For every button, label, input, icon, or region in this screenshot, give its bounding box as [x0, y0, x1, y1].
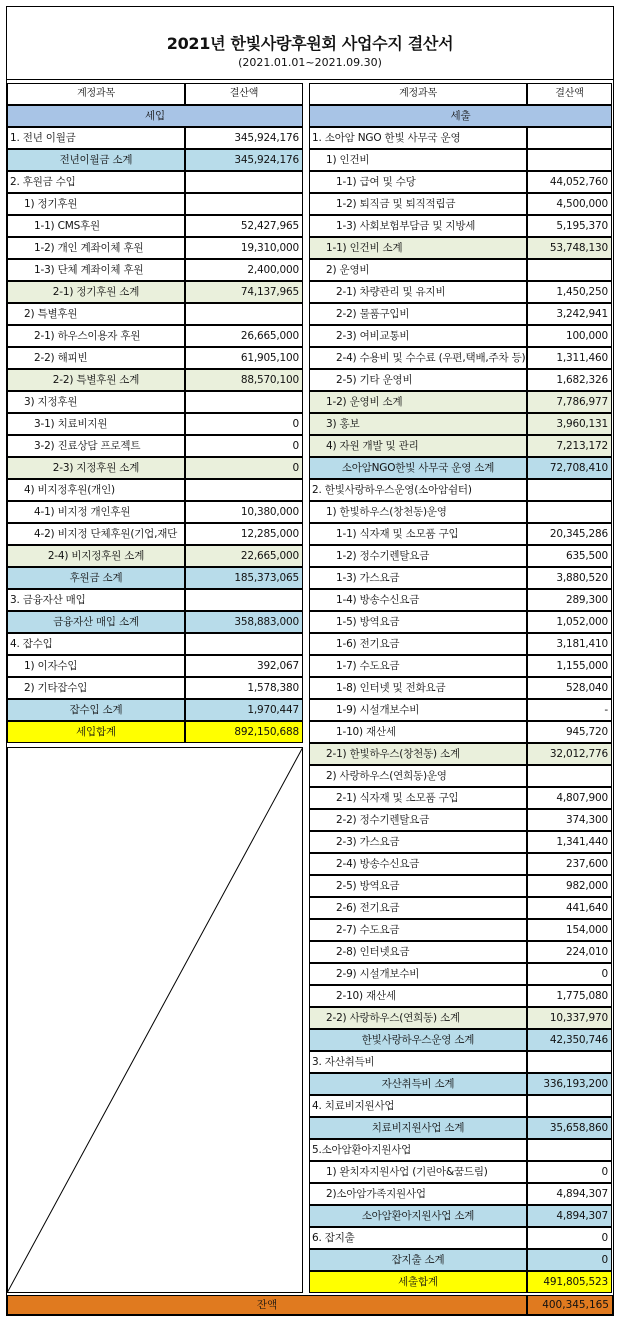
- expense-row: [7, 127, 613, 149]
- expense-row-label: 4) 자원 개발 및 관리: [309, 435, 527, 457]
- column-header-row: [7, 83, 613, 105]
- income-row-label: 3) 지정후원: [7, 391, 185, 413]
- expense-row-label: 1-9) 시설개보수비: [309, 699, 527, 721]
- expense-row-value: 42,350,746: [527, 1029, 612, 1051]
- income-row-label: 1-1) CMS후원: [7, 215, 185, 237]
- expense-row-label: 2-3) 여비교통비: [309, 325, 527, 347]
- income-row-value: 2,400,000: [185, 259, 303, 281]
- expense-band: 세출: [309, 105, 612, 127]
- income-row-label: 3-1) 치료비지원: [7, 413, 185, 435]
- expense-row-label: 1-5) 방역요금: [309, 611, 527, 633]
- expense-row-value: 1,155,000: [527, 655, 612, 677]
- diagonal-strike-line: [7, 747, 303, 1293]
- income-row-value: 0: [185, 435, 303, 457]
- expense-row-value: 4,807,900: [527, 787, 612, 809]
- income-row-label: 1-2) 개인 계좌이체 후원: [7, 237, 185, 259]
- expense-row-value: 3,242,941: [527, 303, 612, 325]
- expense-row: [7, 611, 613, 633]
- income-row-value: 1,970,447: [185, 699, 303, 721]
- expense-row-value: [527, 765, 612, 787]
- expense-row: [7, 171, 613, 193]
- expense-row-value: 945,720: [527, 721, 612, 743]
- income-row-value: 88,570,100: [185, 369, 303, 391]
- income-row-value: 0: [185, 457, 303, 479]
- income-row-label: 2-1) 정기후원 소계: [7, 281, 185, 303]
- section-band-row: [7, 105, 613, 127]
- income-row-label: 4. 잡수입: [7, 633, 185, 655]
- expense-row-value: -: [527, 699, 612, 721]
- expense-row-label: 2-9) 시설개보수비: [309, 963, 527, 985]
- expense-row: [7, 413, 613, 435]
- expense-row-label: 5.소아암환아지원사업: [309, 1139, 527, 1161]
- expense-row-label: 2-6) 전기요금: [309, 897, 527, 919]
- expense-row: [7, 215, 613, 237]
- expense-row-label: 2-1) 식자재 및 소모품 구입: [309, 787, 527, 809]
- expense-row-label: 세출합계: [309, 1271, 527, 1293]
- expense-row-value: 1,341,440: [527, 831, 612, 853]
- expense-row-value: 237,600: [527, 853, 612, 875]
- expense-row-value: 491,805,523: [527, 1271, 612, 1293]
- expense-row-label: 잡지출 소계: [309, 1249, 527, 1271]
- expense-row-value: 32,012,776: [527, 743, 612, 765]
- expense-row-label: 2-2) 사랑하우스(연희동) 소계: [309, 1007, 527, 1029]
- expense-row-label: 2)소아암가족지원사업: [309, 1183, 527, 1205]
- expense-row: [7, 523, 613, 545]
- expense-row-value: 4,894,307: [527, 1205, 612, 1227]
- expense-amount-header: 결산액: [527, 83, 612, 105]
- expense-row-label: 자산취득비 소계: [309, 1073, 527, 1095]
- expense-row-value: 10,337,970: [527, 1007, 612, 1029]
- income-row-value: 185,373,065: [185, 567, 303, 589]
- expense-row: [7, 369, 613, 391]
- expense-row-label: 1-3) 가스요금: [309, 567, 527, 589]
- expense-row-label: 3) 홍보: [309, 413, 527, 435]
- expense-row-value: 7,213,172: [527, 435, 612, 457]
- expense-row-value: 4,500,000: [527, 193, 612, 215]
- expense-row-value: 982,000: [527, 875, 612, 897]
- expense-row-value: [527, 479, 612, 501]
- expense-row-label: 1-6) 전기요금: [309, 633, 527, 655]
- expense-row-label: 1-2) 정수기렌탈요금: [309, 545, 527, 567]
- income-row-value: 392,067: [185, 655, 303, 677]
- expense-row-value: [527, 259, 612, 281]
- expense-row-value: [527, 501, 612, 523]
- income-row-label: 3-2) 진료상담 프로젝트: [7, 435, 185, 457]
- expense-row-value: 0: [527, 1161, 612, 1183]
- income-row-label: 3. 금융자산 매입: [7, 589, 185, 611]
- expense-row-value: [527, 1139, 612, 1161]
- expense-row-value: 0: [527, 963, 612, 985]
- income-row-label: 1) 정기후원: [7, 193, 185, 215]
- expense-account-header: 계정과목: [309, 83, 527, 105]
- document-period: (2021.01.01~2021.09.30): [238, 56, 382, 69]
- expense-row-label: 1-1) 급여 및 수당: [309, 171, 527, 193]
- income-row-label: 2-3) 지정후원 소계: [7, 457, 185, 479]
- expense-row: [7, 303, 613, 325]
- expense-row-label: 1-2) 운영비 소계: [309, 391, 527, 413]
- expense-row: [7, 281, 613, 303]
- income-row-value: 61,905,100: [185, 347, 303, 369]
- expense-row-label: 2) 사랑하우스(연희동)운영: [309, 765, 527, 787]
- expense-row: [7, 391, 613, 413]
- expense-row-label: 2-3) 가스요금: [309, 831, 527, 853]
- expense-row-value: 5,195,370: [527, 215, 612, 237]
- expense-row-label: 2. 한빛사랑하우스운영(소아암쉼터): [309, 479, 527, 501]
- income-row-value: 358,883,000: [185, 611, 303, 633]
- expense-row: [7, 721, 613, 743]
- expense-row-label: 2-7) 수도요금: [309, 919, 527, 941]
- income-row-label: 금융자산 매입 소계: [7, 611, 185, 633]
- expense-row-label: 1. 소아암 NGO 한빛 사무국 운영: [309, 127, 527, 149]
- income-row-value: 19,310,000: [185, 237, 303, 259]
- income-row-label: 전년이월금 소계: [7, 149, 185, 171]
- expense-row-value: 1,682,326: [527, 369, 612, 391]
- expense-row-value: 4,894,307: [527, 1183, 612, 1205]
- expense-row-value: [527, 1095, 612, 1117]
- expense-row: [7, 193, 613, 215]
- expense-row-value: 3,960,131: [527, 413, 612, 435]
- expense-row-value: 374,300: [527, 809, 612, 831]
- expense-row: [7, 677, 613, 699]
- expense-row-value: 0: [527, 1227, 612, 1249]
- expense-row: [7, 633, 613, 655]
- income-row-value: 26,665,000: [185, 325, 303, 347]
- expense-row-value: 154,000: [527, 919, 612, 941]
- title-box: [7, 7, 613, 80]
- income-row-label: 2) 특별후원: [7, 303, 185, 325]
- income-row-label: 2-1) 하우스이용자 후원: [7, 325, 185, 347]
- income-row-label: 4-2) 비지정 단체후원(기업,재단: [7, 523, 185, 545]
- expense-row-label: 1) 완치자지원사업 (기린아&꿈드림): [309, 1161, 527, 1183]
- expense-row-value: 224,010: [527, 941, 612, 963]
- expense-row: [7, 435, 613, 457]
- income-row-value: 10,380,000: [185, 501, 303, 523]
- expense-row: [7, 259, 613, 281]
- expense-row-label: 2-1) 차량관리 및 유지비: [309, 281, 527, 303]
- income-row-value: 345,924,176: [185, 127, 303, 149]
- expense-row-label: 1-1) 식자재 및 소모품 구입: [309, 523, 527, 545]
- expense-row-value: 635,500: [527, 545, 612, 567]
- expense-row: [7, 567, 613, 589]
- expense-row: [7, 149, 613, 171]
- income-row-label: 2) 기타잡수입: [7, 677, 185, 699]
- expense-row-value: 441,640: [527, 897, 612, 919]
- expense-row-label: 1) 한빛하우스(창천동)운영: [309, 501, 527, 523]
- expense-row-value: 1,775,080: [527, 985, 612, 1007]
- expense-row-label: 2-2) 정수기렌탈요금: [309, 809, 527, 831]
- balance-label: 잔액: [7, 1295, 527, 1315]
- income-row-label: 2-2) 특별후원 소계: [7, 369, 185, 391]
- expense-row: [7, 545, 613, 567]
- income-row-label: 세입합계: [7, 721, 185, 743]
- expense-row-label: 한빛사랑하우스운영 소계: [309, 1029, 527, 1051]
- expense-row-value: 1,311,460: [527, 347, 612, 369]
- expense-row-value: 289,300: [527, 589, 612, 611]
- income-row-value: 12,285,000: [185, 523, 303, 545]
- expense-row-value: 3,181,410: [527, 633, 612, 655]
- expense-row-label: 2-5) 방역요금: [309, 875, 527, 897]
- income-row-label: 2-4) 비지정후원 소계: [7, 545, 185, 567]
- expense-row-value: 44,052,760: [527, 171, 612, 193]
- balance-row: [7, 1295, 613, 1315]
- expense-row-value: 1,052,000: [527, 611, 612, 633]
- expense-row-label: 2-8) 인터넷요금: [309, 941, 527, 963]
- expense-row: [7, 699, 613, 721]
- expense-row-value: 35,658,860: [527, 1117, 612, 1139]
- expense-row-value: [527, 127, 612, 149]
- expense-row-label: 6. 잡지출: [309, 1227, 527, 1249]
- income-row-value: 22,665,000: [185, 545, 303, 567]
- expense-row-value: 100,000: [527, 325, 612, 347]
- expense-row-label: 소아암NGO한빛 사무국 운영 소계: [309, 457, 527, 479]
- expense-row-label: 1-7) 수도요금: [309, 655, 527, 677]
- expense-row-label: 2-5) 기타 운영비: [309, 369, 527, 391]
- expense-row: [7, 347, 613, 369]
- expense-row-value: 336,193,200: [527, 1073, 612, 1095]
- income-row-label: 1) 이자수입: [7, 655, 185, 677]
- expense-row: [7, 589, 613, 611]
- income-amount-header: 결산액: [185, 83, 303, 105]
- expense-row-label: 치료비지원사업 소계: [309, 1117, 527, 1139]
- expense-row: [7, 655, 613, 677]
- income-row-label: 잡수입 소계: [7, 699, 185, 721]
- expense-row-label: 소아암환아지원사업 소계: [309, 1205, 527, 1227]
- expense-row-label: 3. 자산취득비: [309, 1051, 527, 1073]
- expense-row-label: 1) 인건비: [309, 149, 527, 171]
- expense-row: [7, 325, 613, 347]
- income-row-value: 892,150,688: [185, 721, 303, 743]
- income-row-label: 후원금 소계: [7, 567, 185, 589]
- expense-row-label: 2-4) 방송수신요금: [309, 853, 527, 875]
- expense-row-label: 1-4) 방송수신요금: [309, 589, 527, 611]
- income-row-label: 4-1) 비지정 개인후원: [7, 501, 185, 523]
- expense-row-label: 1-3) 사회보험부담금 및 지방세: [309, 215, 527, 237]
- expense-row-label: 4. 치료비지원사업: [309, 1095, 527, 1117]
- expense-row-value: [527, 149, 612, 171]
- settlement-sheet: [6, 6, 614, 1316]
- income-row-value: 1,578,380: [185, 677, 303, 699]
- expense-row-value: 0: [527, 1249, 612, 1271]
- expense-row-label: 1-2) 퇴직금 및 퇴직적립금: [309, 193, 527, 215]
- expense-row-value: 53,748,130: [527, 237, 612, 259]
- expense-row-label: 2-1) 한빛하우스(창천동) 소계: [309, 743, 527, 765]
- expense-row: [7, 237, 613, 259]
- income-row-value: 52,427,965: [185, 215, 303, 237]
- income-row-label: 4) 비지정후원(개인): [7, 479, 185, 501]
- income-row-label: 1. 전년 이월금: [7, 127, 185, 149]
- expense-row: [7, 501, 613, 523]
- expense-row: [7, 479, 613, 501]
- income-row-value: 74,137,965: [185, 281, 303, 303]
- income-row-label: 2. 후원금 수입: [7, 171, 185, 193]
- document-title: 2021년 한빛사랑후원회 사업수지 결산서: [166, 34, 454, 53]
- expense-row-label: 2-4) 수용비 및 수수료 (우편,택배,주차 등): [309, 347, 527, 369]
- expense-row-value: 72,708,410: [527, 457, 612, 479]
- expense-row: [7, 457, 613, 479]
- expense-row-value: 3,880,520: [527, 567, 612, 589]
- income-row-value: 0: [185, 413, 303, 435]
- expense-row-value: 1,450,250: [527, 281, 612, 303]
- expense-row-label: 2-10) 재산세: [309, 985, 527, 1007]
- expense-row-label: 1-1) 인건비 소계: [309, 237, 527, 259]
- expense-row-value: 7,786,977: [527, 391, 612, 413]
- expense-row-label: 2) 운영비: [309, 259, 527, 281]
- income-row-value: 345,924,176: [185, 149, 303, 171]
- expense-row-label: 1-10) 재산세: [309, 721, 527, 743]
- income-row-label: 2-2) 해피빈: [7, 347, 185, 369]
- expense-row-label: 1-8) 인터넷 및 전화요금: [309, 677, 527, 699]
- income-row-label: 1-3) 단체 계좌이체 후원: [7, 259, 185, 281]
- balance-value: 400,345,165: [527, 1295, 613, 1315]
- expense-row-value: 528,040: [527, 677, 612, 699]
- expense-row-label: 2-2) 물품구입비: [309, 303, 527, 325]
- expense-row-value: [527, 1051, 612, 1073]
- income-band: 세입: [7, 105, 303, 127]
- expense-row-value: 20,345,286: [527, 523, 612, 545]
- income-account-header: 계정과목: [7, 83, 185, 105]
